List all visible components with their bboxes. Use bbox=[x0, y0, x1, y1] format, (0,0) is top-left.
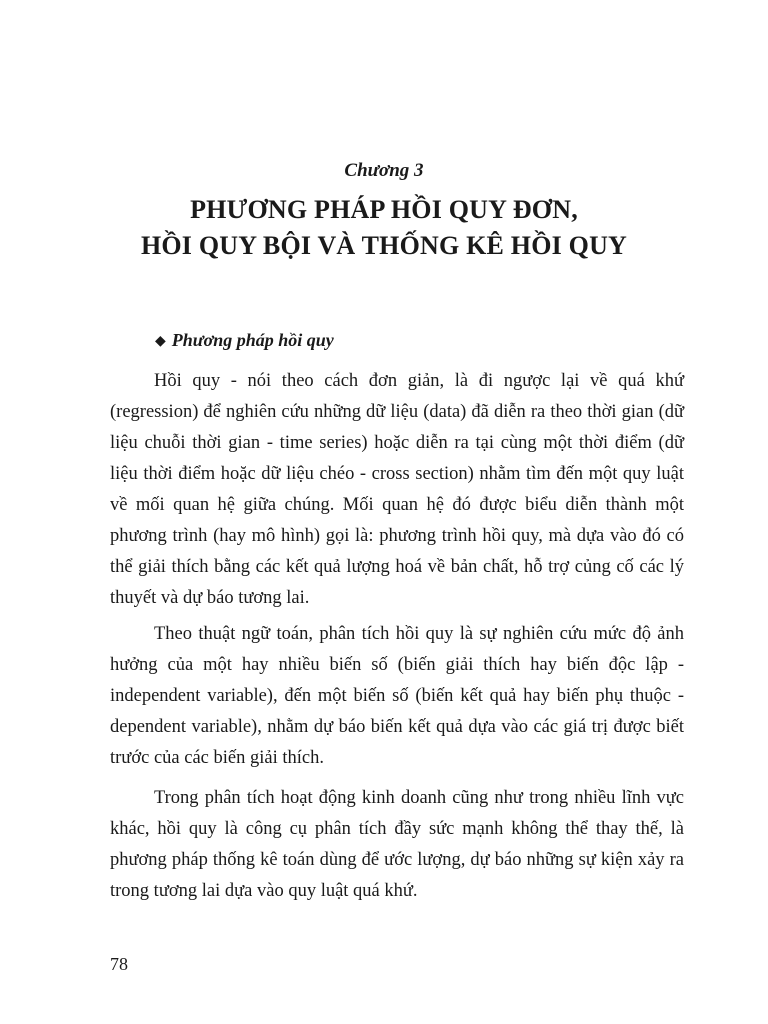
paragraph-1: Hồi quy - nói theo cách đơn giản, là đi ngược lại về quá khứ (regression) để nghiên cứu những dữ liệu (data) đã diễn ra theo thời gian (dữ liệu chuỗi thời gian - time series) hoặc diễn ra tại cùng một thời điểm (dữ liệu thời điểm hoặc dữ liệu chéo - cross section) nhằm tìm đến một quy luật về mối quan hệ giữa chúng. Mối quan hệ đó được biểu diễn thành một phương trình (hay mô hình) gọi là: phương trình hồi quy, mà dựa vào đó có thể giải thích bằng các kết quả lượng hoá về bản chất, hỗ trợ củng cố các lý thuyết và dự báo tương lai. bbox=[110, 371, 684, 608]
paragraph-2: Theo thuật ngữ toán, phân tích hồi quy là sự nghiên cứu mức độ ảnh hưởng của một hay nhiều biến số (biến giải thích hay biến độc lập - independent variable), đến một biến số (biến kết quả hay biến phụ thuộc - dependent variable), nhằm dự báo biến kết quả dựa vào các giá trị được biết trước của các biến giải thích. bbox=[110, 624, 684, 768]
chapter-title-line-1: PHƯƠNG PHÁP HỒI QUY ĐƠN, bbox=[190, 195, 578, 224]
chapter-label: Chương 3 bbox=[344, 160, 424, 181]
diamond-bullet-icon: ◆ bbox=[155, 334, 166, 349]
paragraph-3: Trong phân tích hoạt động kinh doanh cũng như trong nhiều lĩnh vực khác, hồi quy là công cụ phân tích đầy sức mạnh không thể thay thế, là phương pháp thống kê toán dùng để ước lượng, dự báo những sự kiện xảy ra trong tương lai dựa vào quy luật quá khứ. bbox=[110, 788, 684, 901]
section-heading-text: Phương pháp hồi quy bbox=[171, 330, 334, 350]
page-number: 78 bbox=[110, 954, 128, 974]
chapter-title-line-2: HỒI QUY BỘI VÀ THỐNG KÊ HỒI QUY bbox=[140, 231, 628, 260]
section-heading bbox=[155, 330, 334, 351]
chapter-title bbox=[0, 192, 768, 264]
